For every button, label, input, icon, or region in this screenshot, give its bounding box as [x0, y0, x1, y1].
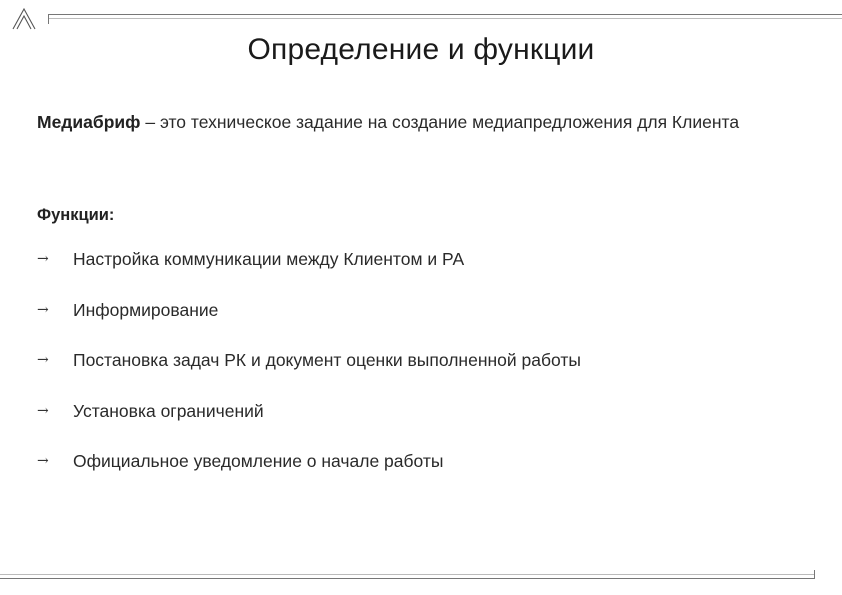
frame-top-cap — [48, 14, 49, 24]
functions-list — [37, 248, 581, 501]
list-item — [37, 450, 581, 501]
list-item — [37, 349, 581, 400]
definition-line — [37, 112, 739, 133]
definition-text: – это техническое задание на создание медиапредложения для Клиента — [140, 112, 740, 132]
function-label: Настройка коммуникации между Клиентом и РА — [73, 249, 465, 269]
frame-top-line — [48, 14, 842, 19]
list-item — [37, 248, 581, 299]
function-label: Постановка задач РК и документ оценки выполненной работы — [73, 350, 581, 370]
arrow-right-icon: → — [37, 251, 49, 267]
page-title: Определение и функции — [247, 33, 595, 66]
frame-bottom-line — [0, 574, 814, 579]
functions-heading: Функции: — [37, 206, 115, 224]
function-label: Установка ограничений — [73, 400, 264, 421]
arrow-right-icon: → — [37, 453, 49, 469]
list-item — [37, 400, 581, 451]
arrow-right-icon: → — [37, 301, 49, 318]
arrow-right-icon: → — [37, 352, 49, 368]
frame-bottom-cap — [814, 570, 815, 579]
definition-term: Медиабриф — [37, 112, 141, 132]
arrow-right-icon: → — [37, 402, 49, 419]
function-label: Официальное уведомление о начале работы — [73, 451, 444, 471]
function-label: Информирование — [73, 299, 219, 320]
list-item — [37, 299, 581, 350]
logo-icon — [11, 8, 37, 30]
